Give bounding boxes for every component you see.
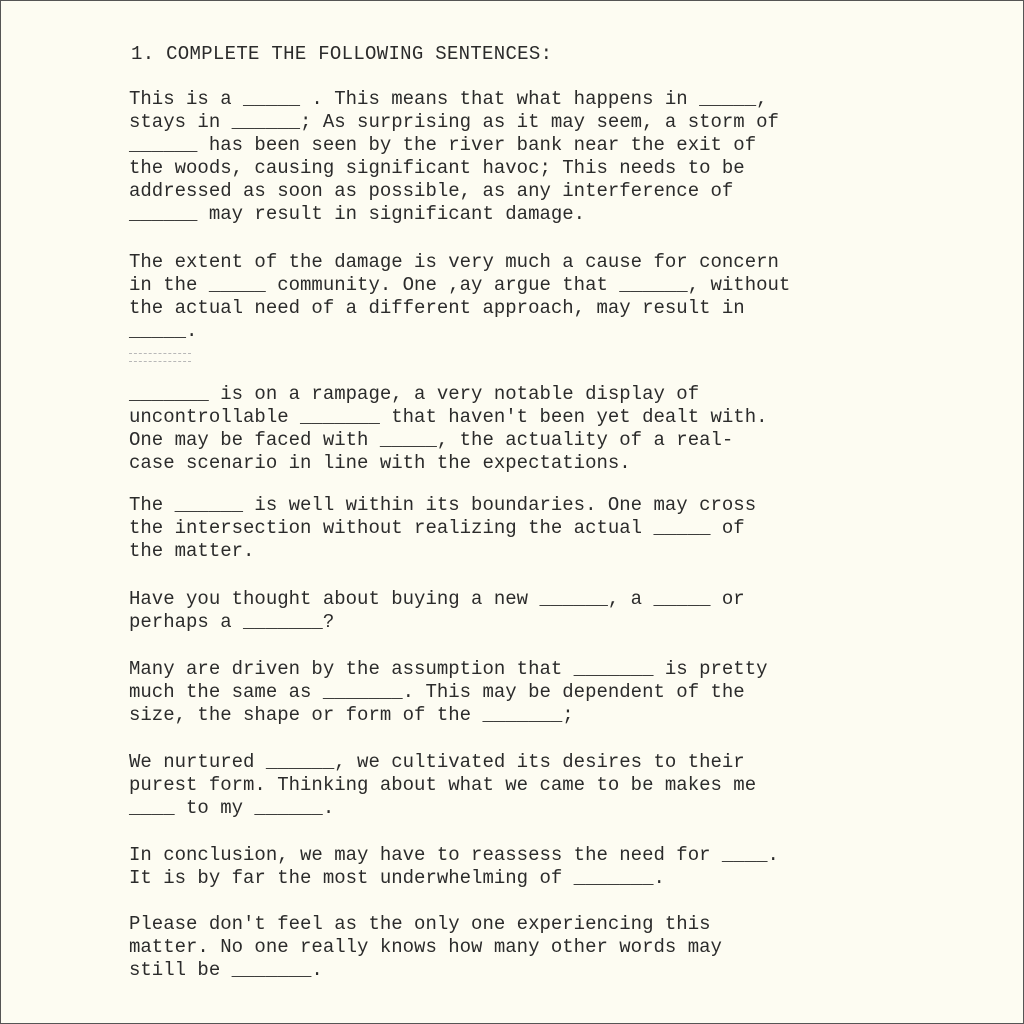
paragraph-line: still be _______.: [129, 959, 323, 981]
paragraph-1: [129, 88, 949, 226]
paragraph-line: purest form. Thinking about what we came to be makes me: [129, 774, 757, 796]
paragraph-2: [129, 251, 949, 343]
paragraph-9: [129, 913, 949, 982]
paragraph-line: In conclusion, we may have to reassess the need for ____.: [129, 844, 779, 866]
paragraph-line: much the same as _______. This may be dependent of the: [129, 681, 745, 703]
paragraph-line: perhaps a _______?: [129, 611, 335, 633]
paragraph-line: addressed as soon as possible, as any interference of: [129, 180, 734, 202]
paragraph-line: the intersection without realizing the actual _____ of: [129, 517, 745, 539]
faint-dash: [129, 361, 191, 363]
paragraph-line: ____ to my ______.: [129, 797, 335, 819]
paragraph-7: [129, 751, 949, 820]
paragraph-line: _____.: [129, 320, 198, 342]
paragraph-6: [129, 658, 949, 727]
paragraph-line: uncontrollable _______ that haven't been yet dealt with.: [129, 406, 768, 428]
paragraph-line: the matter.: [129, 540, 255, 562]
faint-dash: [129, 353, 191, 355]
paragraph-line: the actual need of a different approach, may result in: [129, 297, 745, 319]
paragraph-line: We nurtured ______, we cultivated its desires to their: [129, 751, 745, 773]
paragraph-line: Have you thought about buying a new ______, a _____ or: [129, 588, 745, 610]
faint-dash-marks: [129, 353, 189, 373]
paragraph-line: size, the shape or form of the _______;: [129, 704, 574, 726]
paragraph-line: The extent of the damage is very much a cause for concern: [129, 251, 779, 273]
paragraph-line: _______ is on a rampage, a very notable display of: [129, 383, 700, 405]
paragraph-line: ______ may result in significant damage.: [129, 203, 586, 225]
paragraph-5: [129, 588, 949, 634]
paragraph-line: the woods, causing significant havoc; This needs to be: [129, 157, 745, 179]
paragraph-line: stays in ______; As surprising as it may seem, a storm of: [129, 111, 779, 133]
paragraph-line: One may be faced with _____, the actuality of a real-: [129, 429, 734, 451]
paragraph-line: matter. No one really knows how many other words may: [129, 936, 722, 958]
paragraph-3: [129, 383, 949, 475]
worksheet-heading: 1. COMPLETE THE FOLLOWING SENTENCES:: [131, 43, 553, 65]
paragraph-line: Many are driven by the assumption that _______ is pretty: [129, 658, 768, 680]
paragraph-line: The ______ is well within its boundaries. One may cross: [129, 494, 757, 516]
paragraph-line: case scenario in line with the expectations.: [129, 452, 631, 474]
paragraph-line: ______ has been seen by the river bank near the exit of: [129, 134, 757, 156]
paragraph-4: [129, 494, 949, 563]
paragraph-line: It is by far the most underwhelming of _______.: [129, 867, 665, 889]
paragraph-line: This is a _____ . This means that what happens in _____,: [129, 88, 768, 110]
paragraph-line: in the _____ community. One ,ay argue that ______, without: [129, 274, 791, 296]
paragraph-line: Please don't feel as the only one experiencing this: [129, 913, 711, 935]
paragraph-8: [129, 844, 949, 890]
